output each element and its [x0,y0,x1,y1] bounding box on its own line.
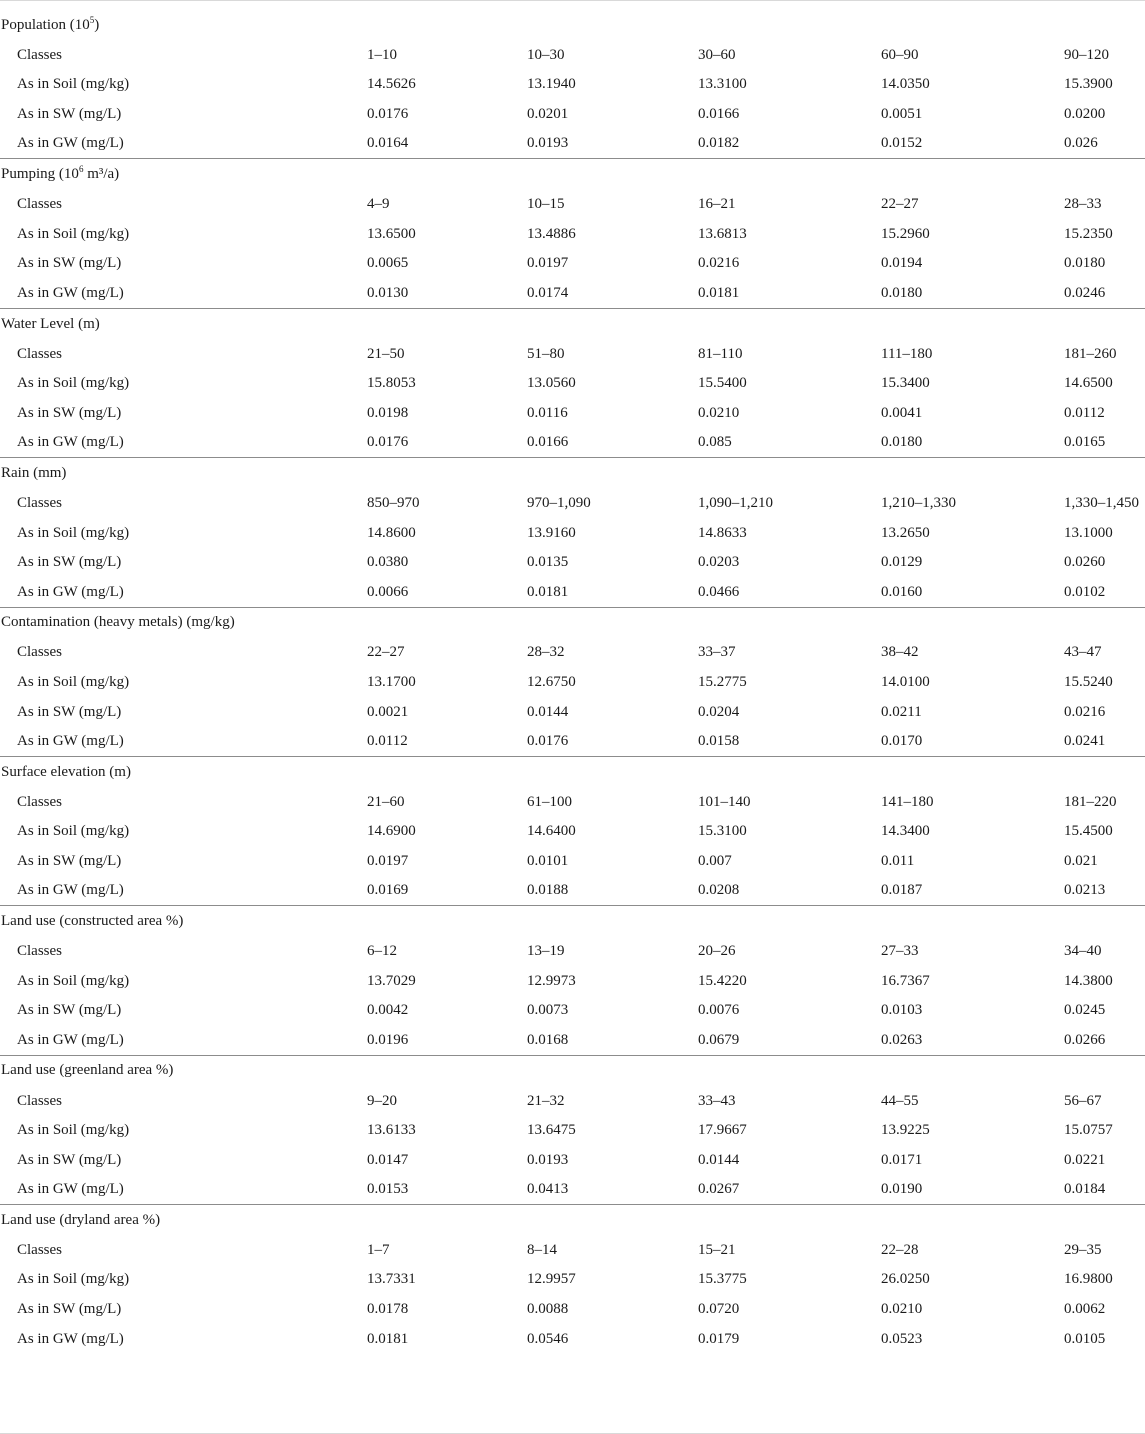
table-row-classes [0,339,1145,369]
table-cell: 0.026 [1064,135,1098,152]
row-label: As in Soil (mg/kg) [17,375,130,392]
section-title-exponent: 6 [78,164,84,175]
table-cell: 0.0180 [1064,255,1106,272]
table-cell: 38–42 [881,644,919,661]
section-title [0,458,1145,489]
table-cell: 0.0130 [367,284,409,301]
table-row-gw [0,129,1145,159]
table-cell: 22–27 [881,196,919,213]
table-row-classes [0,638,1145,668]
table-cell: 0.0166 [698,106,740,123]
section-title [0,308,1145,339]
table-cell: 0.0042 [367,1002,409,1019]
table-cell: 0.0200 [1064,106,1106,123]
table-row-gw [0,1175,1145,1205]
table-cell: 14.0100 [881,673,930,690]
table-row-classes [0,937,1145,967]
table-cell: 14.0350 [881,76,930,93]
table-cell: 15.2350 [1064,225,1113,242]
table-row-gw [0,578,1145,608]
table-cell: 13.9225 [881,1122,930,1139]
table-cell: 34–40 [1064,943,1102,960]
table-cell: 13.1700 [367,673,416,690]
section-header-row [0,1055,1145,1086]
table-cell: 0.0196 [367,1031,409,1048]
table-cell: 15.4220 [698,972,747,989]
row-label: Classes [17,793,62,810]
table-cell: 33–37 [698,644,736,661]
table-cell: 0.0194 [881,255,923,272]
table-cell: 0.0193 [527,135,569,152]
table-row-sw [0,1295,1145,1325]
section-header-row [0,458,1145,489]
table-cell: 26.0250 [881,1271,930,1288]
row-label: As in Soil (mg/kg) [17,972,130,989]
section-header-row [0,1205,1145,1236]
table-cell: 0.007 [698,852,732,869]
table-cell: 13.4886 [527,225,576,242]
table-cell: 0.0260 [1064,554,1106,571]
table-cell: 0.0176 [527,732,569,749]
table-cell: 13.6813 [698,225,747,242]
table-cell: 0.0181 [367,1330,409,1347]
table-row-gw [0,279,1145,309]
table-row-sw [0,548,1145,578]
table-cell: 0.0720 [698,1301,740,1318]
table-cell: 12.6750 [527,673,576,690]
table-cell: 0.0216 [1064,703,1106,720]
table-cell: 0.0546 [527,1330,569,1347]
table-cell: 43–47 [1064,644,1102,661]
table-cell: 21–50 [367,345,405,362]
table-cell: 0.0171 [881,1151,923,1168]
table-cell: 14.3400 [881,823,930,840]
table-cell: 0.0221 [1064,1151,1106,1168]
section-title-text: Land use (dryland area %) [1,1211,161,1228]
table-cell: 28–33 [1064,196,1102,213]
table-cell: 0.0051 [881,106,923,123]
table-cell: 8–14 [527,1241,557,1258]
table-cell: 13.1940 [527,76,576,93]
table-cell: 15.5400 [698,375,747,392]
section-title-text: Land use (constructed area %) [1,913,184,930]
table-cell: 0.0112 [1064,404,1105,421]
table-cell: 14.6900 [367,823,416,840]
row-label: As in SW (mg/L) [17,703,122,720]
table-cell: 15.8053 [367,375,416,392]
row-label: As in Soil (mg/kg) [17,1122,130,1139]
table-cell: 0.0116 [527,404,568,421]
table-row-sw [0,847,1145,877]
table-cell: 0.0213 [1064,882,1106,899]
table-cell: 0.0266 [1064,1031,1106,1048]
table-cell: 0.0102 [1064,583,1106,600]
table-cell: 101–140 [698,793,751,810]
table-cell: 10–30 [527,46,565,63]
table-cell: 29–35 [1064,1241,1102,1258]
row-label: As in SW (mg/L) [17,404,122,421]
table-cell: 0.0112 [367,732,408,749]
table-cell: 0.0062 [1064,1301,1106,1318]
table-row-soil [0,1116,1145,1146]
table-cell: 0.0135 [527,554,569,571]
section-header-row [0,607,1145,638]
table-cell: 33–43 [698,1092,736,1109]
table-row-classes [0,41,1145,71]
table-cell: 0.0101 [527,852,569,869]
table-cell: 15.3100 [698,823,747,840]
table-cell: 9–20 [367,1092,397,1109]
table-cell: 0.0245 [1064,1002,1106,1019]
table-cell: 0.0208 [698,882,740,899]
table-cell: 1–10 [367,46,397,63]
table-cell: 0.0211 [881,703,922,720]
table-cell: 0.0103 [881,1002,923,1019]
table-cell: 90–120 [1064,46,1109,63]
row-label: As in Soil (mg/kg) [17,1271,130,1288]
table-cell: 1,210–1,330 [881,495,956,512]
table-row-sw [0,100,1145,130]
table-cell: 15.4500 [1064,823,1113,840]
table-row-soil [0,518,1145,548]
table-cell: 0.0166 [527,434,569,451]
table-cell: 22–27 [367,644,405,661]
table-cell: 13.1000 [1064,524,1113,541]
table-cell: 15–21 [698,1241,736,1258]
table-cell: 1,090–1,210 [698,495,773,512]
table-cell: 0.0197 [367,852,409,869]
section-title [0,159,1145,190]
table-cell: 0.0066 [367,583,409,600]
table-row-soil [0,369,1145,399]
table-cell: 181–220 [1064,793,1117,810]
table-cell: 14.8600 [367,524,416,541]
table-cell: 28–32 [527,644,565,661]
row-label: Classes [17,46,62,63]
row-label: As in Soil (mg/kg) [17,673,130,690]
table-row-gw [0,428,1145,458]
table-cell: 0.0181 [527,583,569,600]
table-cell: 22–28 [881,1241,919,1258]
table-cell: 13.6500 [367,225,416,242]
table-cell: 0.0188 [527,882,569,899]
table-cell: 0.0267 [698,1181,740,1198]
table-cell: 0.0201 [527,106,569,123]
table-row-gw [0,876,1145,906]
table-cell: 0.0679 [698,1031,740,1048]
table-cell: 0.0181 [698,284,740,301]
row-label: As in Soil (mg/kg) [17,225,130,242]
row-label: As in GW (mg/L) [17,284,124,301]
table-row-soil [0,1265,1145,1295]
table-cell: 0.0165 [1064,434,1106,451]
arsenic-class-table [0,11,1145,1354]
row-label: As in GW (mg/L) [17,1330,124,1347]
table-cell: 0.021 [1064,852,1098,869]
table-cell: 0.0144 [527,703,569,720]
table-cell: 44–55 [881,1092,919,1109]
table-cell: 0.011 [881,852,915,869]
section-title [0,906,1145,937]
table-cell: 61–100 [527,793,572,810]
row-label: As in GW (mg/L) [17,583,124,600]
table-cell: 0.0147 [367,1151,409,1168]
table-row-soil [0,668,1145,698]
table-cell: 0.0263 [881,1031,923,1048]
section-header-row [0,159,1145,190]
table-row-gw [0,1026,1145,1056]
table-cell: 0.0180 [881,434,923,451]
table-cell: 0.0065 [367,255,409,272]
table-cell: 0.0021 [367,703,409,720]
table-cell: 14.6500 [1064,375,1113,392]
table-row-soil [0,817,1145,847]
row-label: Classes [17,644,62,661]
table-cell: 13.9160 [527,524,576,541]
table-cell: 0.0178 [367,1301,409,1318]
table-cell: 14.3800 [1064,972,1113,989]
table-cell: 13.0560 [527,375,576,392]
table-row-sw [0,697,1145,727]
row-label: As in SW (mg/L) [17,1002,122,1019]
table-row-classes [0,1086,1145,1116]
table-cell: 0.0187 [881,882,923,899]
table-cell: 0.0466 [698,583,740,600]
table-cell: 16.7367 [881,972,930,989]
table-cell: 0.0204 [698,703,740,720]
table-cell: 181–260 [1064,345,1117,362]
row-label: As in SW (mg/L) [17,106,122,123]
section-title-suffix: ) [94,17,100,34]
table-row-sw [0,399,1145,429]
row-label: As in SW (mg/L) [17,1151,122,1168]
section-header-row [0,906,1145,937]
table-row-sw [0,996,1145,1026]
section-header-row [0,756,1145,787]
table-cell: 15.5240 [1064,673,1113,690]
table-cell: 0.0158 [698,732,740,749]
table-cell: 0.0184 [1064,1181,1106,1198]
table-cell: 14.5626 [367,76,416,93]
table-cell: 13.7331 [367,1271,416,1288]
table-cell: 0.0160 [881,583,923,600]
table-cell: 13.6475 [527,1122,576,1139]
row-label: As in SW (mg/L) [17,554,122,571]
table-cell: 0.0179 [698,1330,740,1347]
table-cell: 1,330–1,450 [1064,495,1139,512]
table-cell: 0.085 [698,434,732,451]
table-cell: 0.0168 [527,1031,569,1048]
row-label: As in GW (mg/L) [17,135,124,152]
table-cell: 1–7 [367,1241,390,1258]
section-title [0,1055,1145,1086]
row-label: As in GW (mg/L) [17,882,124,899]
table-row-classes [0,1236,1145,1266]
table-cell: 15.3775 [698,1271,747,1288]
table-row-classes [0,190,1145,220]
table-cell: 0.0203 [698,554,740,571]
table-cell: 0.0144 [698,1151,740,1168]
table-cell: 15.3400 [881,375,930,392]
table-cell: 0.0523 [881,1330,923,1347]
table-cell: 0.0164 [367,135,409,152]
row-label: As in Soil (mg/kg) [17,76,130,93]
table-row-sw [0,249,1145,279]
row-label: Classes [17,943,62,960]
table-cell: 0.0413 [527,1181,569,1198]
table-cell: 15.3900 [1064,76,1113,93]
table-cell: 13.2650 [881,524,930,541]
table-cell: 60–90 [881,46,919,63]
table-cell: 81–110 [698,345,743,362]
section-title [0,11,1145,41]
table-cell: 6–12 [367,943,397,960]
table-row-soil [0,966,1145,996]
table-cell: 850–970 [367,495,420,512]
table-cell: 21–60 [367,793,405,810]
section-title [0,756,1145,787]
table-cell: 15.2775 [698,673,747,690]
table-cell: 17.9667 [698,1122,747,1139]
table-cell: 0.0182 [698,135,740,152]
row-label: As in GW (mg/L) [17,1181,124,1198]
table-cell: 0.0105 [1064,1330,1106,1347]
table-cell: 0.0153 [367,1181,409,1198]
section-title-text: Land use (greenland area %) [1,1062,174,1079]
table-cell: 56–67 [1064,1092,1102,1109]
row-label: As in Soil (mg/kg) [17,823,130,840]
row-label: As in SW (mg/L) [17,255,122,272]
table-cell: 4–9 [367,196,390,213]
table-cell: 16.9800 [1064,1271,1113,1288]
section-title-text: Surface elevation (m) [1,763,131,780]
table-cell: 15.2960 [881,225,930,242]
table-row-soil [0,70,1145,100]
row-label: Classes [17,345,62,362]
table-cell: 0.0241 [1064,732,1106,749]
table-cell: 21–32 [527,1092,565,1109]
table-cell: 0.0190 [881,1181,923,1198]
table-cell: 0.0169 [367,882,409,899]
section-title-text: Contamination (heavy metals) (mg/kg) [1,614,235,631]
table-row-classes [0,489,1145,519]
table-cell: 0.0174 [527,284,569,301]
table-cell: 51–80 [527,345,565,362]
row-label: As in SW (mg/L) [17,1301,122,1318]
row-label: As in SW (mg/L) [17,852,122,869]
section-header-row [0,308,1145,339]
table-cell: 0.0176 [367,106,409,123]
table-cell: 141–180 [881,793,934,810]
table-cell: 970–1,090 [527,495,591,512]
table-cell: 0.0129 [881,554,923,571]
table-cell: 0.0170 [881,732,923,749]
table-cell: 13.3100 [698,76,747,93]
table-row-sw [0,1145,1145,1175]
table-cell: 0.0197 [527,255,569,272]
table-cell: 0.0210 [698,404,740,421]
row-label: As in GW (mg/L) [17,732,124,749]
section-title-text: Rain (mm) [1,464,67,481]
top-rule [0,0,1145,1]
table-cell: 0.0246 [1064,284,1106,301]
table-cell: 15.0757 [1064,1122,1113,1139]
table-cell: 14.6400 [527,823,576,840]
table-row-gw [0,727,1145,757]
table-row-classes [0,787,1145,817]
table-row-soil [0,220,1145,250]
table-cell: 13–19 [527,943,565,960]
table-cell: 0.0180 [881,284,923,301]
table-cell: 0.0198 [367,404,409,421]
section-title [0,1205,1145,1236]
table-cell: 0.0176 [367,434,409,451]
row-label: Classes [17,495,62,512]
section-title-suffix: m³/a) [83,166,120,183]
table-cell: 0.0152 [881,135,923,152]
table-cell: 0.0210 [881,1301,923,1318]
row-label: As in Soil (mg/kg) [17,524,130,541]
table-cell: 16–21 [698,196,736,213]
row-label: Classes [17,1241,62,1258]
section-header-row [0,11,1145,41]
section-title-text: Population (10 [1,17,90,34]
table-cell: 0.0076 [698,1002,740,1019]
section-title-text: Pumping (10 [1,166,79,183]
section-title-text: Water Level (m) [1,315,100,332]
table-cell: 12.9973 [527,972,576,989]
table-cell: 27–33 [881,943,919,960]
table-cell: 0.0073 [527,1002,569,1019]
row-label: As in GW (mg/L) [17,1031,124,1048]
table-cell: 20–26 [698,943,736,960]
table-cell: 14.8633 [698,524,747,541]
row-label: As in GW (mg/L) [17,434,124,451]
table-row-gw [0,1324,1145,1354]
table-cell: 12.9957 [527,1271,576,1288]
table-cell: 0.0216 [698,255,740,272]
table-cell: 0.0088 [527,1301,569,1318]
row-label: Classes [17,1092,62,1109]
table-cell: 30–60 [698,46,736,63]
table-cell: 13.7029 [367,972,416,989]
table-cell: 0.0380 [367,554,409,571]
section-title [0,607,1145,638]
table-cell: 0.0193 [527,1151,569,1168]
row-label: Classes [17,196,62,213]
table-cell: 10–15 [527,196,565,213]
table-cell: 13.6133 [367,1122,416,1139]
table-cell: 0.0041 [881,404,923,421]
section-title-exponent: 5 [89,15,95,26]
table-cell: 111–180 [881,345,933,362]
table-body [0,11,1145,1354]
